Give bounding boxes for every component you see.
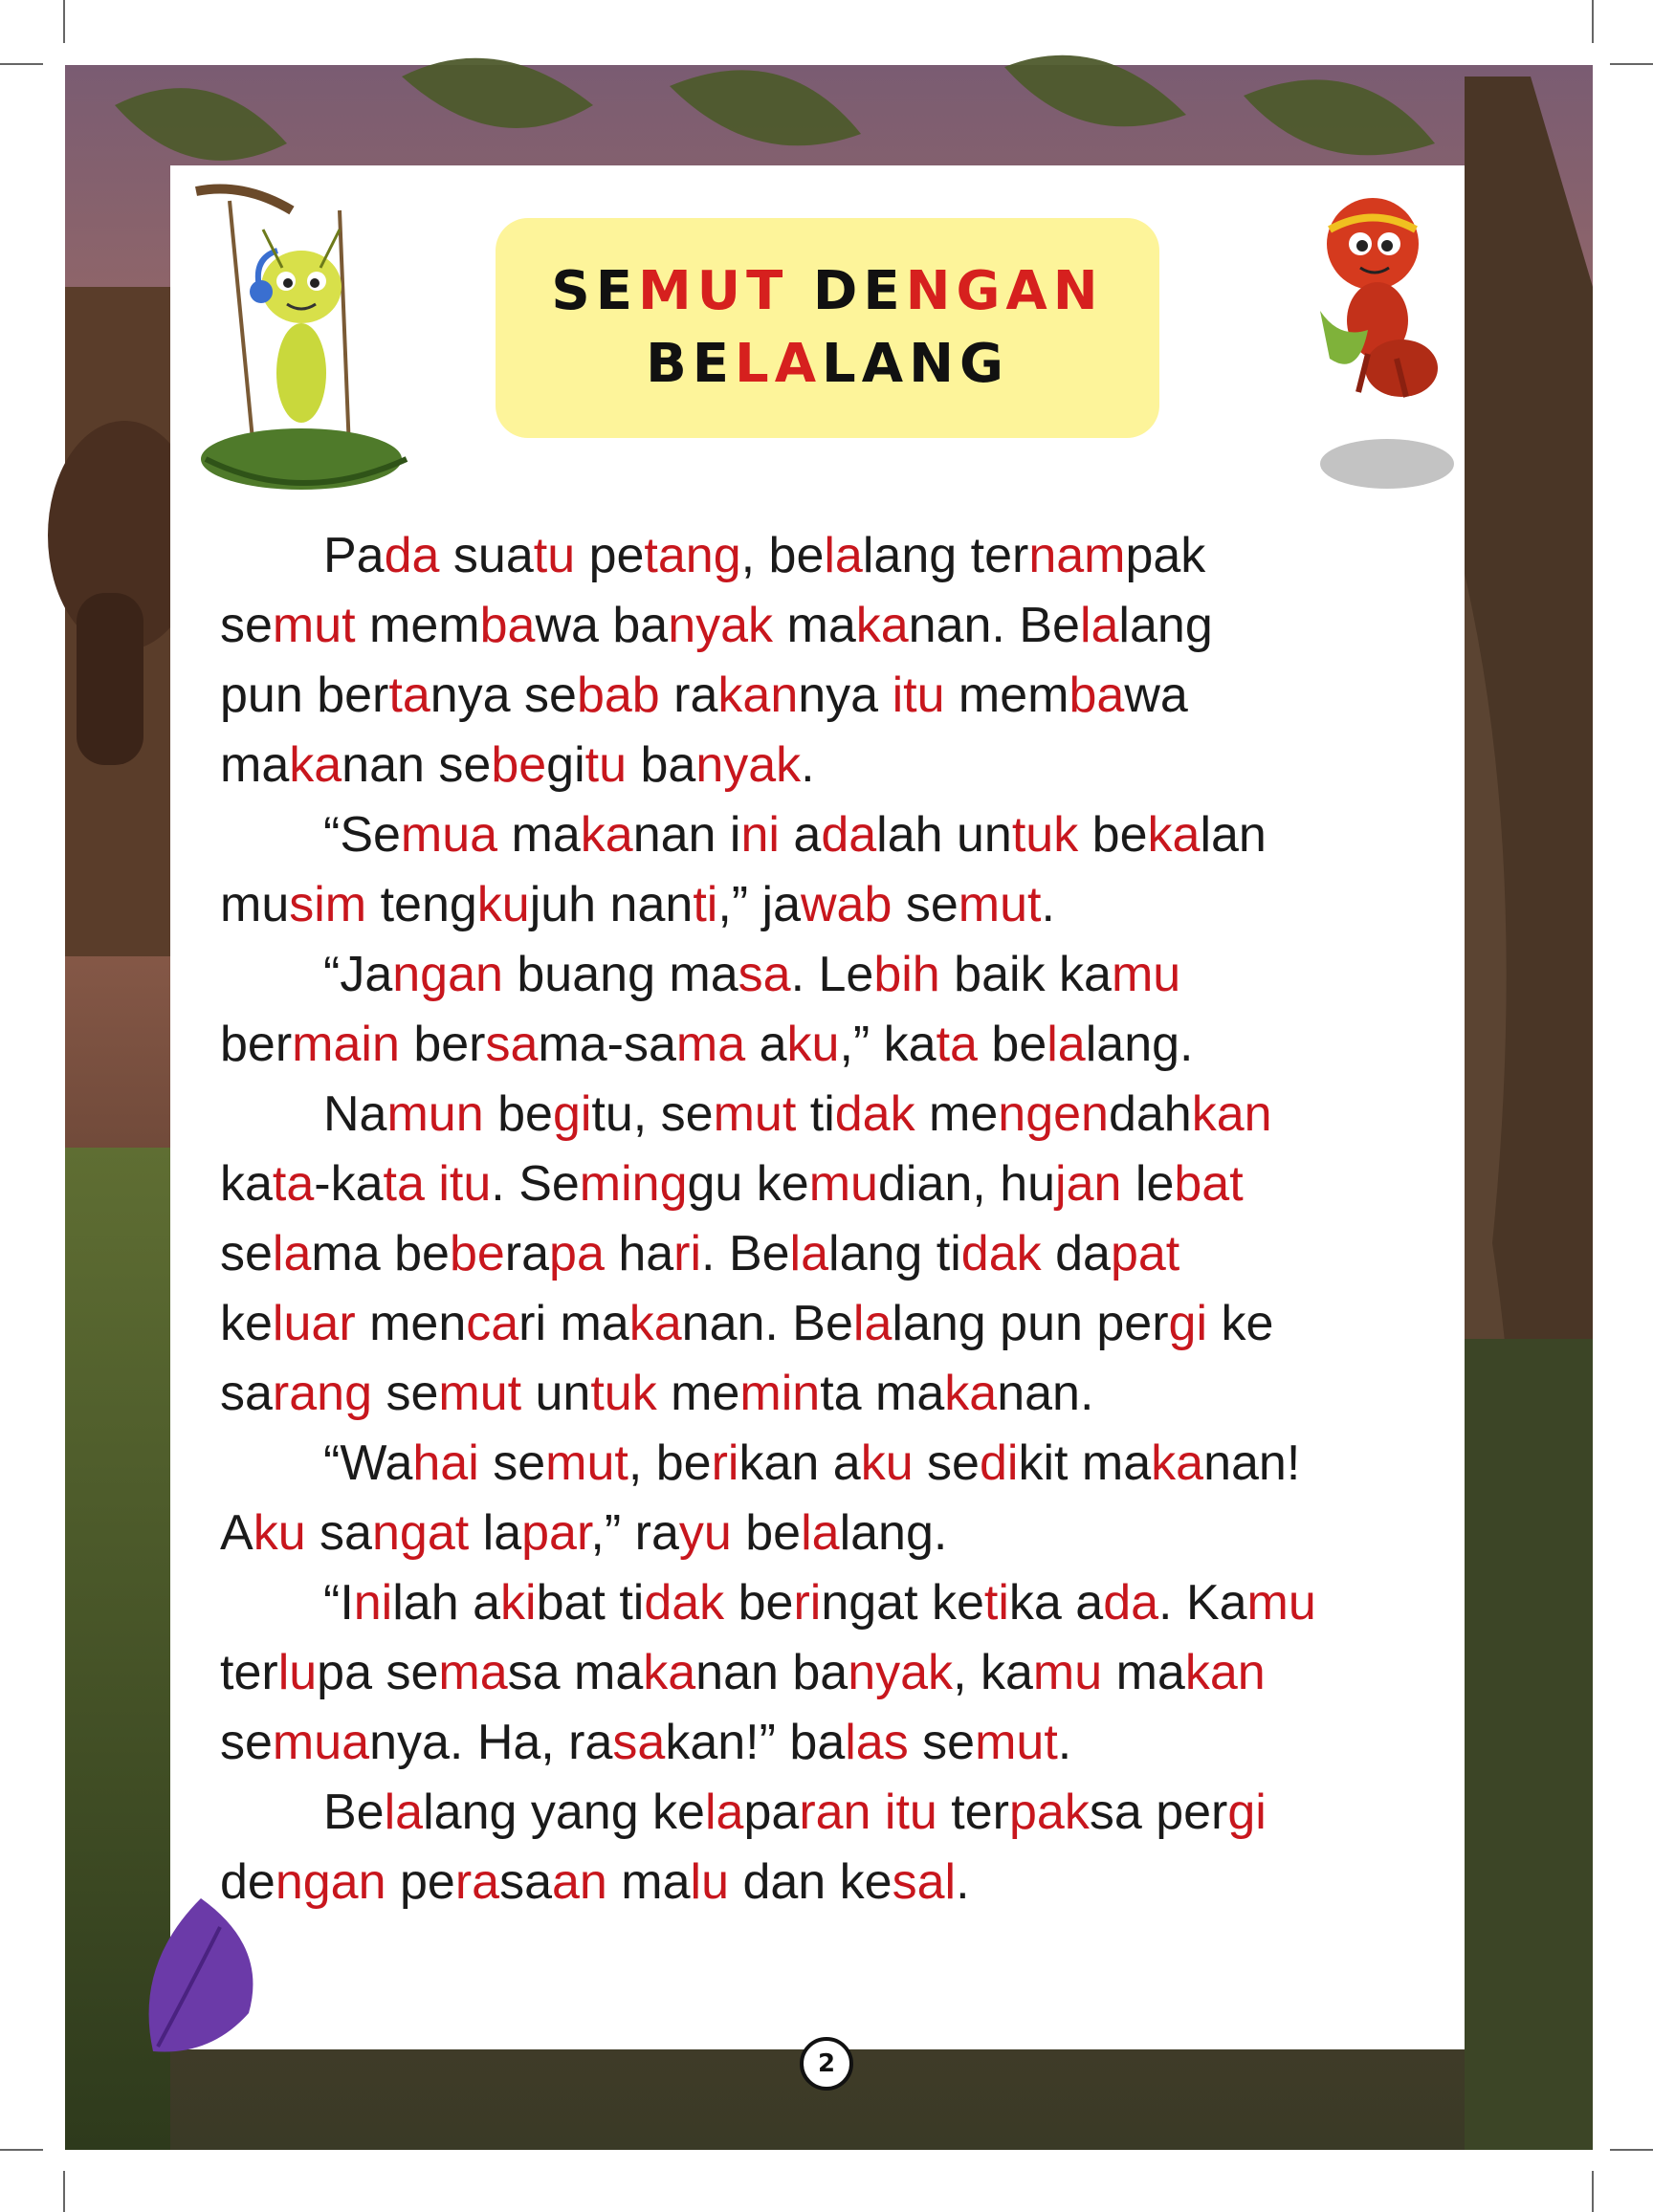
title-syllable-highlight: LA — [735, 333, 823, 395]
plain-text: “Ja — [323, 947, 393, 1002]
highlighted-syllable: mua — [400, 807, 498, 863]
plain-text: -ka — [314, 1156, 384, 1212]
highlighted-syllable: bat — [1174, 1156, 1244, 1212]
plain-text: ma be — [311, 1226, 450, 1281]
highlighted-syllable: tang — [644, 528, 741, 583]
plain-text: men — [355, 1296, 467, 1351]
plain-text: . Ka — [1158, 1575, 1247, 1631]
highlighted-syllable: tu — [584, 737, 628, 793]
highlighted-syllable: pa — [549, 1226, 605, 1281]
plain-text: sua — [439, 528, 534, 583]
plain-text: sa — [220, 1366, 273, 1421]
story-title-line-1 — [551, 255, 1103, 328]
highlighted-syllable: kan — [717, 668, 799, 723]
highlighted-syllable: ngan — [392, 947, 503, 1002]
plain-text: A — [220, 1505, 253, 1561]
plain-text: se — [220, 1226, 273, 1281]
highlighted-syllable: ni — [740, 807, 780, 863]
plain-text: nan. — [997, 1366, 1094, 1421]
highlighted-syllable: ku — [253, 1505, 306, 1561]
highlighted-syllable: ku — [476, 877, 530, 932]
plain-text: , be — [628, 1435, 712, 1491]
highlighted-syllable: mua — [272, 1715, 370, 1770]
highlighted-syllable: ki — [500, 1575, 537, 1631]
plain-text: lang pun per — [892, 1296, 1169, 1351]
plain-text: teng — [366, 877, 477, 932]
highlighted-syllable: tuk — [590, 1366, 657, 1421]
plain-text: lang. — [1085, 1017, 1194, 1072]
plain-text: se — [220, 1715, 273, 1770]
plain-text: . — [801, 737, 815, 793]
highlighted-syllable: nyak — [668, 598, 774, 653]
highlighted-syllable: ka — [1147, 807, 1201, 863]
plain-text: sa per — [1089, 1785, 1228, 1840]
highlighted-syllable: mut — [545, 1435, 628, 1491]
plain-text: ra — [504, 1226, 550, 1281]
story-line — [220, 870, 1444, 940]
plain-text: pe — [386, 1854, 455, 1910]
story-line — [220, 1778, 1444, 1848]
highlighted-syllable: kan — [1191, 1086, 1272, 1142]
highlighted-syllable: tu — [533, 528, 576, 583]
plain-text: lang — [1118, 598, 1213, 653]
plain-text: nya se — [430, 668, 577, 723]
highlighted-syllable: ti — [693, 877, 718, 932]
story-line — [220, 1289, 1444, 1359]
plain-text: lah a — [392, 1575, 501, 1631]
title-syllable-highlight: MUT — [637, 260, 789, 322]
highlighted-syllable: mun — [386, 1086, 484, 1142]
highlighted-syllable: lu — [277, 1645, 318, 1700]
highlighted-syllable: be — [449, 1226, 505, 1281]
plain-text: ma-sa — [538, 1017, 676, 1072]
story-line — [220, 1848, 1444, 1917]
plain-text: be — [724, 1575, 794, 1631]
plain-text: wa — [1124, 668, 1188, 723]
plain-text: Na — [323, 1086, 387, 1142]
plain-text: ma — [1102, 1645, 1185, 1700]
plain-text: buang ma — [502, 947, 738, 1002]
purple-leaf-decoration — [134, 1889, 268, 2061]
plain-text: mem — [944, 668, 1069, 723]
highlighted-syllable: la — [1079, 598, 1119, 653]
highlighted-syllable: sal — [892, 1854, 957, 1910]
highlighted-syllable: tuk — [1011, 807, 1079, 863]
grasshopper-on-swing-illustration — [187, 182, 435, 516]
plain-text: kan!” ba — [665, 1715, 846, 1770]
highlighted-syllable: ba — [1069, 668, 1125, 723]
story-line — [220, 1219, 1444, 1289]
highlighted-syllable: ka — [944, 1366, 998, 1421]
highlighted-syllable: ta — [383, 1156, 425, 1212]
story-line — [220, 661, 1444, 731]
plain-text: lan — [1200, 807, 1267, 863]
plain-text: a — [779, 807, 822, 863]
plain-text: , be — [740, 528, 825, 583]
story-line — [220, 1499, 1444, 1568]
plain-text: se — [913, 1435, 980, 1491]
highlighted-syllable: ming — [579, 1156, 688, 1212]
highlighted-syllable: ri — [793, 1575, 822, 1631]
plain-text: Pa — [323, 528, 385, 583]
highlighted-syllable: min — [739, 1366, 821, 1421]
plain-text: se — [892, 877, 959, 932]
highlighted-syllable: itu — [438, 1156, 492, 1212]
ant-illustration — [1301, 186, 1464, 502]
highlighted-syllable: gi — [1168, 1296, 1208, 1351]
plain-text: ra — [659, 668, 718, 723]
highlighted-syllable: la — [704, 1785, 744, 1840]
highlighted-syllable: da — [1103, 1575, 1159, 1631]
plain-text: “I — [323, 1575, 354, 1631]
plain-text: pa se — [317, 1645, 439, 1700]
highlighted-syllable: bab — [576, 668, 660, 723]
story-line — [220, 940, 1444, 1010]
plain-text: dian, hu — [877, 1156, 1056, 1212]
plain-text: ha — [604, 1226, 674, 1281]
highlighted-syllable: ba — [479, 598, 536, 653]
highlighted-syllable: mut — [975, 1715, 1058, 1770]
highlighted-syllable: wab — [801, 877, 893, 932]
plain-text: ma — [606, 1854, 691, 1910]
plain-text: ,” ja — [717, 877, 801, 932]
plain-text: , ka — [953, 1645, 1033, 1700]
title-syllable: LANG — [822, 333, 1009, 395]
highlighted-syllable: ngan — [275, 1854, 386, 1910]
plain-text: nya. Ha, ra — [369, 1715, 613, 1770]
story-line — [220, 1080, 1444, 1150]
title-syllable: DE — [788, 260, 906, 322]
plain-text: nan ba — [695, 1645, 849, 1700]
plain-text: kan a — [738, 1435, 861, 1491]
highlighted-syllable: ka — [643, 1645, 696, 1700]
highlighted-syllable: ka — [289, 737, 342, 793]
story-line — [220, 591, 1444, 661]
plain-text: ma — [497, 807, 581, 863]
plain-text: ba — [627, 737, 696, 793]
plain-text: ke — [1207, 1296, 1274, 1351]
highlighted-syllable: mu — [1246, 1575, 1316, 1631]
plain-text: un — [521, 1366, 591, 1421]
highlighted-syllable: mut — [438, 1366, 522, 1421]
plain-text: nan! — [1203, 1435, 1301, 1491]
highlighted-syllable: di — [979, 1435, 1019, 1491]
highlighted-syllable: nyak — [695, 737, 802, 793]
plain-text: ti — [796, 1086, 835, 1142]
highlighted-syllable: sa — [485, 1017, 539, 1072]
plain-text: ka — [220, 1156, 273, 1212]
highlighted-syllable: sa — [612, 1715, 666, 1770]
plain-text: pe — [575, 528, 645, 583]
plain-text: ,” ka — [839, 1017, 937, 1072]
highlighted-syllable: ku — [786, 1017, 840, 1072]
plain-text: de — [220, 1854, 276, 1910]
highlighted-syllable: jan — [1055, 1156, 1122, 1212]
highlighted-syllable: las — [845, 1715, 909, 1770]
plain-text: ber — [399, 1017, 486, 1072]
plain-text: nan i — [632, 807, 741, 863]
highlighted-syllable: ta — [936, 1017, 978, 1072]
plain-text: ngat ke — [821, 1575, 984, 1631]
highlighted-syllable: ra — [454, 1854, 500, 1910]
plain-text: . — [1041, 877, 1055, 932]
highlighted-syllable: hai — [412, 1435, 479, 1491]
plain-text: be — [1078, 807, 1148, 863]
plain-text: lang ti — [828, 1226, 961, 1281]
highlighted-syllable: la — [384, 1785, 424, 1840]
plain-text: wa ba — [535, 598, 669, 653]
plain-text: ri ma — [518, 1296, 629, 1351]
plain-text: “Wa — [323, 1435, 413, 1491]
highlighted-syllable: dak — [960, 1226, 1042, 1281]
plain-text: a — [745, 1017, 787, 1072]
plain-text: lang. — [839, 1505, 948, 1561]
highlighted-syllable: lu — [690, 1854, 730, 1910]
title-syllable: BE — [646, 333, 736, 395]
plain-text: ta ma — [820, 1366, 945, 1421]
story-text — [220, 521, 1444, 1917]
plain-text: Be — [323, 1785, 385, 1840]
plain-text: se — [478, 1435, 546, 1491]
plain-text: ber — [220, 1017, 293, 1072]
highlighted-syllable: ngat — [371, 1505, 470, 1561]
plain-text: se — [908, 1715, 976, 1770]
plain-text: la — [469, 1505, 522, 1561]
plain-text: nan. Be — [908, 598, 1080, 653]
plain-text: se — [372, 1366, 439, 1421]
plain-text — [425, 1156, 438, 1212]
page-number: 2 — [800, 2037, 853, 2091]
highlighted-syllable: gi — [1227, 1785, 1267, 1840]
highlighted-syllable: mu — [1111, 947, 1181, 1002]
highlighted-syllable: an — [552, 1854, 607, 1910]
highlighted-syllable: la — [1047, 1017, 1086, 1072]
highlighted-syllable: pat — [1110, 1226, 1180, 1281]
story-line — [220, 521, 1444, 591]
highlighted-syllable: mut — [713, 1086, 797, 1142]
highlighted-syllable: da — [384, 528, 440, 583]
plain-text: “Se — [323, 807, 401, 863]
plain-text: sa ma — [507, 1645, 644, 1700]
plain-text — [871, 1785, 884, 1840]
highlighted-syllable: ta — [388, 668, 430, 723]
plain-text: me — [656, 1366, 740, 1421]
highlighted-syllable: itu — [892, 668, 945, 723]
highlighted-syllable: sim — [289, 877, 367, 932]
plain-text: pa — [743, 1785, 800, 1840]
highlighted-syllable: da — [821, 807, 877, 863]
highlighted-syllable: ri — [673, 1226, 702, 1281]
story-line — [220, 731, 1444, 800]
story-line — [220, 1359, 1444, 1429]
plain-text: mu — [220, 877, 290, 932]
story-line — [220, 1568, 1444, 1638]
highlighted-syllable: yu — [678, 1505, 732, 1561]
plain-text: . Se — [491, 1156, 580, 1212]
highlighted-syllable: gi — [552, 1086, 592, 1142]
title-syllable: SE — [551, 260, 638, 322]
plain-text: ma — [220, 737, 290, 793]
plain-text: gi — [546, 737, 585, 793]
plain-text: lang ter — [862, 528, 1029, 583]
highlighted-syllable: la — [801, 1505, 840, 1561]
highlighted-syllable: ngen — [998, 1086, 1109, 1142]
highlighted-syllable: ka — [1151, 1435, 1204, 1491]
highlighted-syllable: la — [852, 1296, 893, 1351]
plain-text: me — [915, 1086, 999, 1142]
plain-text: lang yang ke — [423, 1785, 705, 1840]
highlighted-syllable: la — [272, 1226, 312, 1281]
story-line — [220, 1708, 1444, 1778]
highlighted-syllable: nyak — [848, 1645, 954, 1700]
highlighted-syllable: rang — [272, 1366, 372, 1421]
plain-text: . Le — [790, 947, 874, 1002]
plain-text: tu, se — [591, 1086, 714, 1142]
plain-text: pak — [1125, 528, 1206, 583]
plain-text: le — [1121, 1156, 1175, 1212]
highlighted-syllable: sa — [738, 947, 791, 1002]
highlighted-syllable: bih — [873, 947, 940, 1002]
story-line — [220, 1429, 1444, 1499]
plain-text: ,” ra — [590, 1505, 679, 1561]
story-line — [220, 1010, 1444, 1080]
plain-text: sa — [499, 1854, 552, 1910]
plain-text: sa — [305, 1505, 372, 1561]
plain-text: be — [731, 1505, 802, 1561]
plain-text: baik ka — [939, 947, 1112, 1002]
highlighted-syllable: ran — [799, 1785, 871, 1840]
highlighted-syllable: mut — [272, 598, 356, 653]
plain-text: . Be — [701, 1226, 790, 1281]
highlighted-syllable: be — [491, 737, 547, 793]
highlighted-syllable: mu — [1032, 1645, 1103, 1700]
story-line — [220, 1150, 1444, 1219]
plain-text: dan ke — [729, 1854, 893, 1910]
highlighted-syllable: ma — [438, 1645, 508, 1700]
highlighted-syllable: dak — [834, 1086, 915, 1142]
plain-text: se — [220, 598, 273, 653]
highlighted-syllable: ni — [353, 1575, 393, 1631]
plain-text: lah un — [876, 807, 1012, 863]
plain-text: gu ke — [687, 1156, 809, 1212]
highlighted-syllable: kan — [1184, 1645, 1266, 1700]
plain-text: be — [483, 1086, 553, 1142]
plain-text: nan. Be — [681, 1296, 853, 1351]
highlighted-syllable: ca — [466, 1296, 519, 1351]
plain-text: dah — [1108, 1086, 1192, 1142]
highlighted-syllable: main — [292, 1017, 400, 1072]
highlighted-syllable: ri — [711, 1435, 739, 1491]
highlighted-syllable: ma — [675, 1017, 746, 1072]
plain-text: ka a — [1008, 1575, 1104, 1631]
highlighted-syllable: dak — [644, 1575, 725, 1631]
plain-text: nya — [798, 668, 893, 723]
title-box — [496, 218, 1159, 438]
plain-text: nan se — [342, 737, 492, 793]
plain-text: . — [956, 1854, 970, 1910]
plain-text: bat ti — [536, 1575, 645, 1631]
highlighted-syllable: ku — [860, 1435, 914, 1491]
plain-text: ter — [937, 1785, 1009, 1840]
plain-text: ke — [220, 1296, 273, 1351]
plain-text: . — [1057, 1715, 1072, 1770]
highlighted-syllable: pak — [1008, 1785, 1090, 1840]
highlighted-syllable: mut — [958, 877, 1042, 932]
title-syllable-highlight: NGAN — [905, 260, 1104, 322]
plain-text: be — [977, 1017, 1047, 1072]
story-line — [220, 800, 1444, 870]
highlighted-syllable: itu — [884, 1785, 937, 1840]
plain-text: pun ber — [220, 668, 389, 723]
highlighted-syllable: ka — [855, 598, 909, 653]
plain-text: ma — [773, 598, 856, 653]
plain-text: mem — [355, 598, 480, 653]
highlighted-syllable: luar — [272, 1296, 356, 1351]
highlighted-syllable: par — [521, 1505, 591, 1561]
highlighted-syllable: mu — [808, 1156, 878, 1212]
plain-text: juh nan — [529, 877, 694, 932]
highlighted-syllable: ka — [580, 807, 633, 863]
story-title-line-2 — [646, 328, 1009, 401]
highlighted-syllable: nam — [1028, 528, 1126, 583]
plain-text: ter — [220, 1645, 278, 1700]
plain-text: da — [1041, 1226, 1111, 1281]
highlighted-syllable: la — [789, 1226, 829, 1281]
highlighted-syllable: la — [824, 528, 863, 583]
story-line — [220, 1638, 1444, 1708]
plain-text: kit ma — [1018, 1435, 1152, 1491]
highlighted-syllable: ta — [272, 1156, 315, 1212]
highlighted-syllable: ti — [983, 1575, 1009, 1631]
highlighted-syllable: ka — [628, 1296, 682, 1351]
